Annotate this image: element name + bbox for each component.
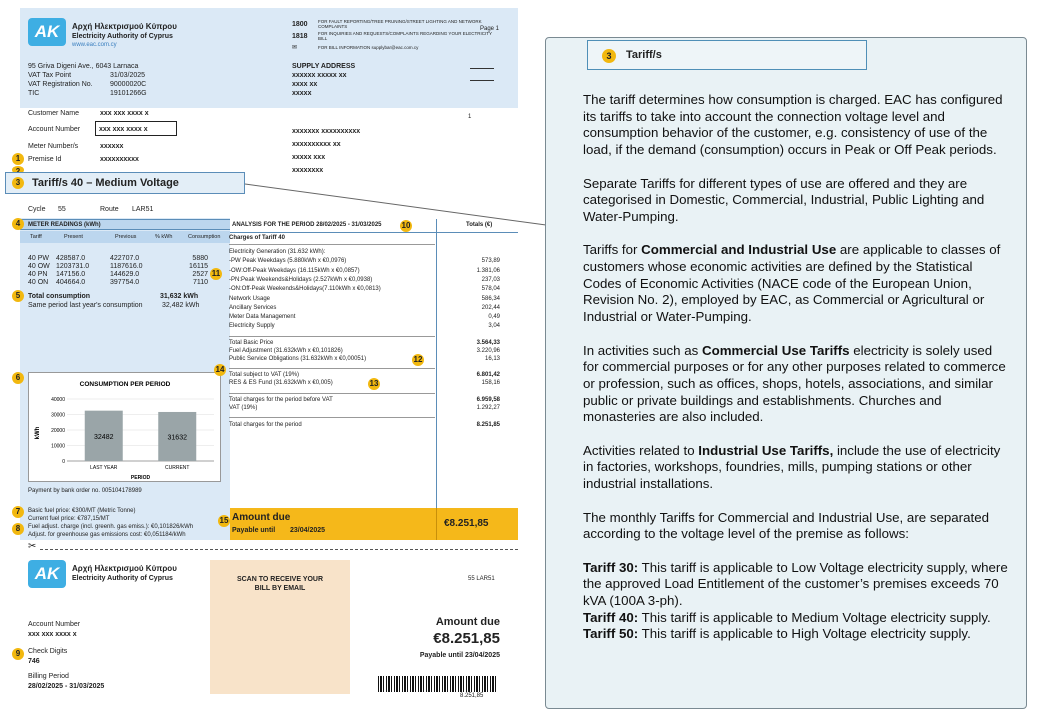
tic-label: TIC xyxy=(28,90,40,97)
x-tick-label: LAST YEAR xyxy=(90,465,118,471)
customer-name-label: Customer Name xyxy=(28,110,79,117)
total-basic: 3.564,33 xyxy=(476,340,500,346)
callout-paragraph: Separate Tariffs for different types of use are offered and they are categorised in Domestic, Commercial, Industrial, Public Lighting and Water-Pumping. xyxy=(583,175,985,224)
vat-reg: 90000020C xyxy=(110,81,147,88)
callout-number: 3 xyxy=(602,49,616,63)
scan-text: SCAN TO RECEIVE YOUR BILL BY EMAIL xyxy=(236,576,324,592)
total-basic-label: Total Basic Price xyxy=(229,340,274,346)
premise-id-label: Premise Id xyxy=(28,156,62,163)
total-period: 8.251,85 xyxy=(476,422,500,428)
bar-value-label: 31632 xyxy=(167,434,187,442)
col-previous: Previous xyxy=(115,234,137,240)
y-tick-label: 40000 xyxy=(51,397,65,403)
website-link[interactable]: www.eac.com.cy xyxy=(72,42,117,48)
connector-segment xyxy=(245,184,546,225)
subject-vat: 6.801,42 xyxy=(476,372,500,378)
callout-paragraph: The tariff determines how consumption is charged. EAC has configured its tariffs to take into account the connection voltage level and consumption behavior of the customer, e.g. consistency of use of the load, if the demand (consumption) occurs in Peak or Off Peak periods. xyxy=(583,92,1003,158)
vat: 1.292,27 xyxy=(476,405,500,411)
page-number: Page 1 xyxy=(480,26,500,32)
stub-cycle-route: 55 LAR51 xyxy=(468,576,495,582)
callout-title: Tariff/s xyxy=(626,49,662,61)
payable-until-label: Payable until xyxy=(232,527,276,534)
pso: 16,13 xyxy=(484,356,500,362)
amount-due-value: €8.251,85 xyxy=(444,518,489,529)
y-tick-label: 30000 xyxy=(51,412,65,419)
supply-address-line: xxxx xx xyxy=(292,81,318,88)
charge-value: 0,49 xyxy=(488,314,500,321)
vat-reg-label: VAT Registration No. xyxy=(28,81,93,88)
marker-12: 12 xyxy=(413,355,423,364)
tariff-40-item: Tariff 40: This tariff is applicable to Medium Voltage electricity supply. xyxy=(583,609,991,625)
marker-11: 11 xyxy=(211,269,221,278)
meter-cell-previous: 144629.0 xyxy=(110,271,140,278)
meter-cell-tariff: 40 PN xyxy=(28,271,48,278)
supply-address-label: SUPPLY ADDRESS xyxy=(292,63,356,70)
fuel-line: Basic fuel price: €300/MT (Metric Tonne) xyxy=(28,508,136,514)
marker-10: 10 xyxy=(401,221,411,230)
marker-8: 8 xyxy=(12,523,24,535)
res-label: RES & ES Fund (31.632kWh x €0,005) xyxy=(229,380,333,386)
marker-9: 9 xyxy=(12,648,24,660)
marker-1: 1 xyxy=(12,153,24,165)
fuel-line: Adjust. for greenhouse gas emissions cost: €0,051184/kWh xyxy=(28,532,186,538)
callout-paragraph: In activities such as Commercial Use Tariffs electricity is solely used for commercial purposes or for any other purposes related to commerce or profession, such as offices, shops, hotels, associations, and similar public or private buildings and establishments. Churches and monasteries are also included. xyxy=(583,342,1006,425)
vat-tax-point: 31/03/2025 xyxy=(110,72,146,79)
charge-value: 3,04 xyxy=(488,323,500,330)
marker-one: 1 xyxy=(468,114,472,120)
charge-value: 237,03 xyxy=(481,276,500,283)
payment-note: Payment by bank order no. 005104178989 xyxy=(28,488,142,494)
right-block-line: xxxxx xxx xyxy=(292,154,326,161)
charge-label: -PN:Peak Weekends&Holidays (2.527kWh x €0,0938) xyxy=(229,276,373,283)
right-block-line: xxxxxxxx xyxy=(292,167,324,174)
tic: 19101266G xyxy=(110,90,147,97)
tariff-30-item: Tariff 30: This tariff is applicable to Low Voltage electricity supply, where the approved Load Entitlement of the customer’s premises exceeds 70 kVA (100A 3-ph). xyxy=(583,559,1008,608)
phone-1800-text: FOR FAULT REPORTING/TREE PRUNING/STREET LIGHTING AND NETWORK COMPLAINTS xyxy=(318,19,482,29)
meter-cell-tariff: 40 ON xyxy=(28,279,49,286)
total-period-label: Total charges for the period xyxy=(229,422,302,428)
fuel-adj-label: Fuel Adjustment (31.632kWh x €0,101826) xyxy=(229,348,343,354)
company-name-gr-stub: Αρχή Ηλεκτρισμού Κύπρου xyxy=(72,564,177,573)
mail-icon: ✉ xyxy=(292,45,298,51)
marker-7: 7 xyxy=(12,506,24,518)
company-name-gr: Αρχή Ηλεκτρισμού Κύπρου xyxy=(72,22,177,31)
charge-label: Network Usage xyxy=(229,295,271,302)
pso-label: Public Service Obligations (31.632kWh x €0,00051) xyxy=(229,356,367,362)
payable-until: 23/04/2025 xyxy=(290,527,326,534)
before-vat: 6.959,58 xyxy=(476,397,500,403)
stub-account: xxx xxx xxxx x xyxy=(28,631,77,638)
charge-label: Electricity Generation (31.632 kWh): xyxy=(229,249,326,255)
meter-cell-tariff: 40 PW xyxy=(28,255,50,262)
y-tick-label: 20000 xyxy=(51,428,65,434)
fuel-adj: 3.220,96 xyxy=(476,348,500,354)
meter-cell-present: 428587.0 xyxy=(56,255,86,262)
right-block-line: xxxxxxx xxxxxxxxxx xyxy=(292,128,361,135)
y-axis-label: kWh xyxy=(35,426,41,440)
scissors-icon: ✂ xyxy=(28,541,37,552)
meter-cell-present: 147156.0 xyxy=(56,271,86,278)
stub-check-digits-label: Check Digits xyxy=(28,648,68,655)
barcode-value: 8.251,85 xyxy=(460,693,484,699)
stub-billing-period-label: Billing Period xyxy=(28,673,69,680)
cycle: 55 xyxy=(58,206,66,213)
cycle-label: Cycle xyxy=(28,206,46,213)
eac-address: 95 Griva Digeni Ave., 6043 Larnaca xyxy=(28,63,139,70)
meter-cell-previous: 422707.0 xyxy=(110,255,140,262)
charge-label: Ancillary Services xyxy=(229,304,277,311)
total-consumption-label: Total consumption xyxy=(28,293,91,300)
stub-payable-until: Payable until 23/04/2025 xyxy=(419,652,500,659)
chart-title: CONSUMPTION PER PERIOD xyxy=(79,381,171,388)
fuel-line: Fuel adjust. charge (incl. greenh. gas emiss.): €0,101826/kWh xyxy=(28,524,194,530)
callout-body xyxy=(583,92,1008,643)
route: LAR51 xyxy=(132,206,154,213)
col-present: Present xyxy=(64,234,83,240)
before-vat-label: Total charges for the period before VAT xyxy=(229,397,333,403)
charge-label: Electricity Supply xyxy=(229,323,275,330)
charge-value: 202,44 xyxy=(481,304,500,311)
x-axis-label: PERIOD xyxy=(130,475,151,481)
charge-value: 573,89 xyxy=(481,258,500,265)
callout-header xyxy=(587,40,867,70)
meter-cell-consumption: 2527 xyxy=(192,271,208,278)
charge-value: 586,34 xyxy=(481,295,500,302)
callout-paragraph: Activities related to Industrial Use Tariffs, include the use of electricity in factories, workshops, foundries, mills, pumping stations or other industrial installations. xyxy=(583,442,1001,492)
charge-label: -OW:Off-Peak Weekdays (16.115kWh x €0,0857) xyxy=(229,267,360,274)
charges-title: Charges of Tariff 40 xyxy=(229,235,285,241)
meter-cell-present: 404664.0 xyxy=(56,279,86,286)
subject-vat-label: Total subject to VAT (19%) xyxy=(229,372,300,378)
fuel-line: Current fuel price: €787,15/MT xyxy=(28,516,110,522)
same-period: 32,482 kWh xyxy=(162,302,200,309)
col-pct: % kWh xyxy=(155,234,173,240)
meter-readings-title: METER READINGS (kWh) xyxy=(28,222,101,228)
phone-1818-text: FOR INQUIRIES AND REQUESTS/COMPLAINTS REGARDING YOUR ELECTRICITY BILL xyxy=(318,31,492,41)
same-period-label: Same period last year's consumption xyxy=(28,302,143,309)
x-tick-label: CURRENT xyxy=(165,465,190,471)
stub-amount-due-label: Amount due xyxy=(435,616,500,628)
stub-amount-due: €8.251,85 xyxy=(433,630,500,647)
totals-label: Totals (€) xyxy=(466,222,493,228)
company-name-en: Electricity Authority of Cyprus xyxy=(72,33,173,40)
marker-3: 3 xyxy=(12,177,24,189)
meter-cell-consumption: 7110 xyxy=(192,279,208,286)
meter-numbers: xxxxxx xyxy=(100,143,124,150)
charge-label: Meter Data Management xyxy=(229,314,296,321)
y-tick-label: 0 xyxy=(62,459,65,465)
res: 158,16 xyxy=(481,380,500,386)
charge-label: -PW Peak Weekdays (5.880kWh x €0,0976) xyxy=(229,258,347,265)
company-name-en-stub: Electricity Authority of Cyprus xyxy=(72,575,173,582)
premise-id: xxxxxxxxxx xyxy=(100,156,139,163)
marker-6: 6 xyxy=(12,372,24,384)
right-block-line: xxxxxxxxxx xx xyxy=(292,141,341,148)
charge-value: 1.381,06 xyxy=(476,267,500,274)
callout-paragraph: Tariffs for Commercial and Industrial Use are applicable to classes of customers whose economic activities are defined by the Statistical Codes of Economic Activities (NACE code of the European Union, Revision No. 2), employed by EAC, as Commercial or Agricultural or Industrial or Water-Pumping. xyxy=(583,242,1001,325)
marker-4: 4 xyxy=(12,218,24,230)
col-consumption: Consumption xyxy=(188,234,221,240)
amount-due-label: Amount due xyxy=(232,512,291,523)
total-consumption: 31,632 kWh xyxy=(160,293,199,300)
charge-value: 578,04 xyxy=(481,286,500,293)
meter-numbers-label: Meter Number/s xyxy=(28,143,79,150)
analysis-title: ANALYSIS FOR THE PERIOD 28/02/2025 - 31/03/2025 xyxy=(232,222,382,228)
supply-address-line: xxxxxx xxxxx xx xyxy=(292,72,347,79)
tariff-50-item: Tariff 50: This tariff is applicable to High Voltage electricity supply. xyxy=(583,626,971,642)
customer-name: xxx xxx xxxx x xyxy=(100,110,149,117)
phone-1800: 1800 xyxy=(292,21,308,28)
route-label: Route xyxy=(100,206,119,213)
account-number-box: xxx xxx xxxx x xyxy=(95,121,177,136)
meter-cell-tariff: 40 OW xyxy=(28,263,50,270)
stub-account-label: Account Number xyxy=(28,621,81,628)
meter-cell-previous: 1187616.0 xyxy=(110,263,143,270)
marker-13: 13 xyxy=(369,379,379,388)
supply-address-line: xxxxx xyxy=(292,90,312,97)
marker-15: 15 xyxy=(219,516,229,525)
meter-cell-consumption: 5880 xyxy=(192,255,208,262)
charge-label: -ON:Off-Peak Weekends&Holidays(7.110kWh x €0,0813) xyxy=(229,286,381,293)
phone-1818: 1818 xyxy=(292,33,308,40)
marker-14: 14 xyxy=(215,365,225,374)
email-text: FOR BILL INFORMATION supplybar@eac.com.cy xyxy=(318,45,419,50)
tariff-explanation-callout xyxy=(545,37,1027,709)
col-tariff: Tariff xyxy=(30,234,42,240)
vat-label: VAT (19%) xyxy=(229,405,258,411)
callout-paragraph: The monthly Tariffs for Commercial and Industrial Use, are separated according to the voltage level of the premise as follows: xyxy=(583,509,989,542)
bar-value-label: 32482 xyxy=(94,433,114,441)
meter-cell-present: 1203731.0 xyxy=(56,263,90,270)
account-number-label: Account Number xyxy=(28,126,81,133)
vat-tax-point-label: VAT Tax Point xyxy=(28,72,72,79)
eac-logo-stub: AK xyxy=(28,560,66,588)
marker-5: 5 xyxy=(12,290,24,302)
tariff-banner-text: Tariff/s 40 – Medium Voltage xyxy=(32,177,179,189)
stub-billing-period: 28/02/2025 - 31/03/2025 xyxy=(28,683,105,690)
stub-check-digits: 746 xyxy=(28,658,40,665)
meter-cell-previous: 397754.0 xyxy=(110,279,140,286)
meter-cell-consumption: 16115 xyxy=(189,263,208,270)
y-tick-label: 10000 xyxy=(51,443,65,450)
eac-logo: AK xyxy=(28,18,66,46)
